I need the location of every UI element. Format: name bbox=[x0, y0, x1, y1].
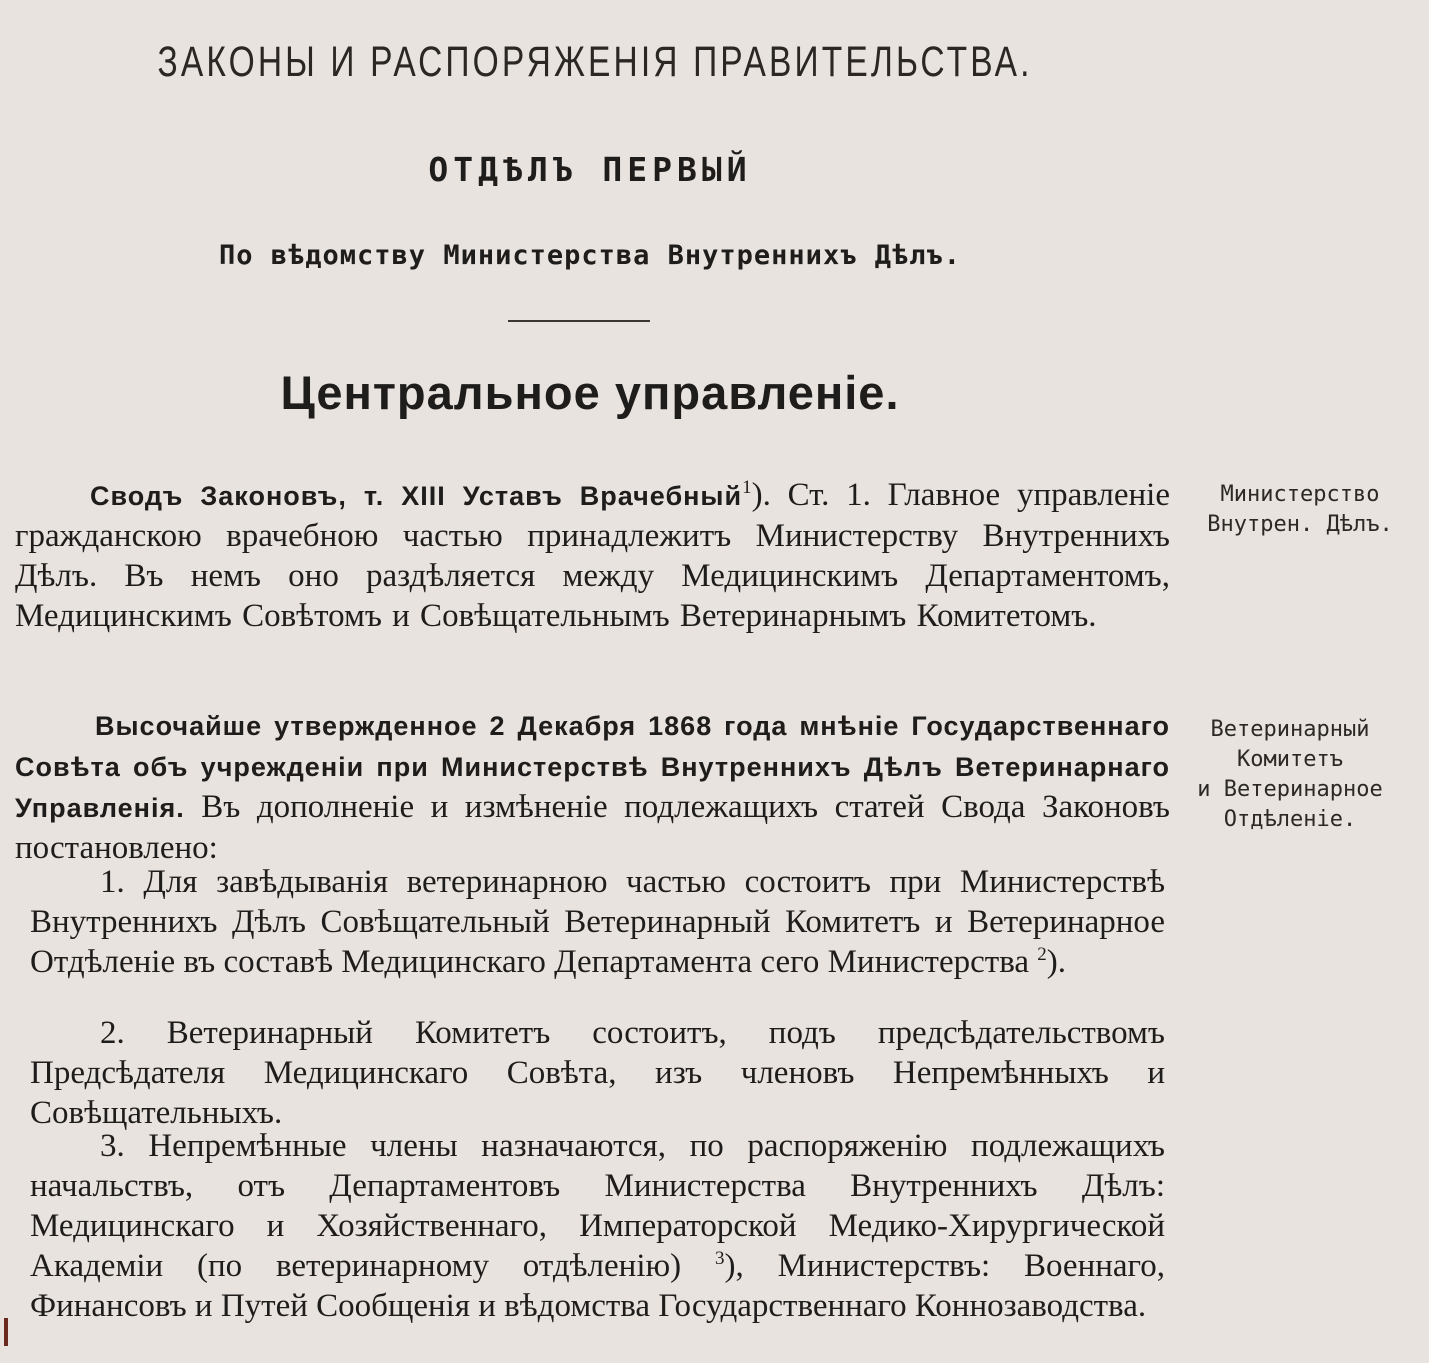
margin-note-line: Ветеринарный bbox=[1210, 717, 1370, 742]
list-item bbox=[30, 1126, 1165, 1326]
section-subtitle: По вѣдомству Министерства Внутреннихъ Дѣлъ. bbox=[219, 240, 961, 271]
item-text: 2. Ветеринарный Комитетъ состоитъ, подъ предсѣдательствомъ Предсѣдателя Медицинскаго Совѣта, изъ членовъ Непремѣнныхъ и Совѣщательныхъ. bbox=[30, 1015, 1165, 1131]
margin-note-veterinary bbox=[1170, 715, 1410, 835]
paragraph-text: ). Ст. 1. Главное управленіе гражданскою врачебною частью принадлежитъ Министерству Внутреннихъ Дѣлъ. Въ немъ оно раздѣляется между Медицинскимъ Департаментомъ, Медицинскимъ Совѣтомъ и Совѣщательнымъ Ветеринарнымъ Комитетомъ. bbox=[15, 477, 1170, 634]
margin-note-line: Отдѣленіе. bbox=[1223, 807, 1357, 832]
footnote-ref: 3 bbox=[715, 1248, 725, 1269]
central-title: Центральное управленіе. bbox=[280, 366, 900, 419]
paragraph-lead: Сводъ Законовъ, т. XIII Уставъ Врачебный bbox=[90, 481, 743, 511]
footnote-ref: 1 bbox=[742, 477, 752, 498]
list-item bbox=[30, 1013, 1165, 1133]
paragraph-svod-zakonov bbox=[15, 475, 1170, 636]
page-edge-mark bbox=[4, 1318, 8, 1346]
margin-note-line: и Ветеринарное bbox=[1197, 777, 1383, 802]
running-head: ЗАКОНЫ И РАСПОРЯЖЕНІЯ ПРАВИТЕЛЬСТВА. bbox=[157, 38, 1033, 86]
item-text: 3. Непремѣнные члены назначаются, по распоряженію подлежащихъ начальствъ, отъ Департаментовъ Министерства Внутреннихъ Дѣлъ: Медицинскаго и Хозяйственнаго, Императорской Медико-Хирургической Академіи (по ветеринарному отдѣленію) bbox=[30, 1128, 1165, 1284]
item-tail: ), Министерствъ: Военнаго, Финансовъ и Путей Сообщенія и вѣдомства Государственнаго Коннозаводства. bbox=[30, 1248, 1166, 1324]
section-title: ОТДѢЛЪ ПЕРВЫЙ bbox=[428, 150, 752, 189]
paragraph-lead: Высочайше утвержденное 2 Декабря 1868 года мнѣніе Государственнаго Совѣта объ учрежденіи при Министерствѣ Внутреннихъ Дѣлъ Ветеринарнаго Управленія. bbox=[15, 711, 1170, 823]
paragraph-text: Въ дополненіе и измѣненіе подлежащихъ статей Свода Законовъ постановлено: bbox=[15, 789, 1170, 866]
item-text: 1. Для завѣдыванія ветеринарною частью состоитъ при Министерствѣ Внутреннихъ Дѣлъ Совѣщательный Ветеринарный Комитетъ и Ветеринарное Отдѣленіе въ составѣ Медицинскаго Департамента сего Министерства bbox=[30, 864, 1165, 980]
item-tail: ). bbox=[1046, 944, 1066, 980]
paragraph-decree bbox=[15, 705, 1170, 868]
list-item bbox=[30, 862, 1165, 982]
margin-note-line: Внутрен. Дѣлъ. bbox=[1207, 512, 1393, 537]
margin-note-line: Министерство bbox=[1220, 482, 1380, 507]
margin-note-ministry bbox=[1180, 480, 1420, 540]
margin-note-line: Комитетъ bbox=[1237, 747, 1343, 772]
footnote-ref: 2 bbox=[1037, 944, 1047, 965]
divider-rule bbox=[508, 320, 650, 322]
